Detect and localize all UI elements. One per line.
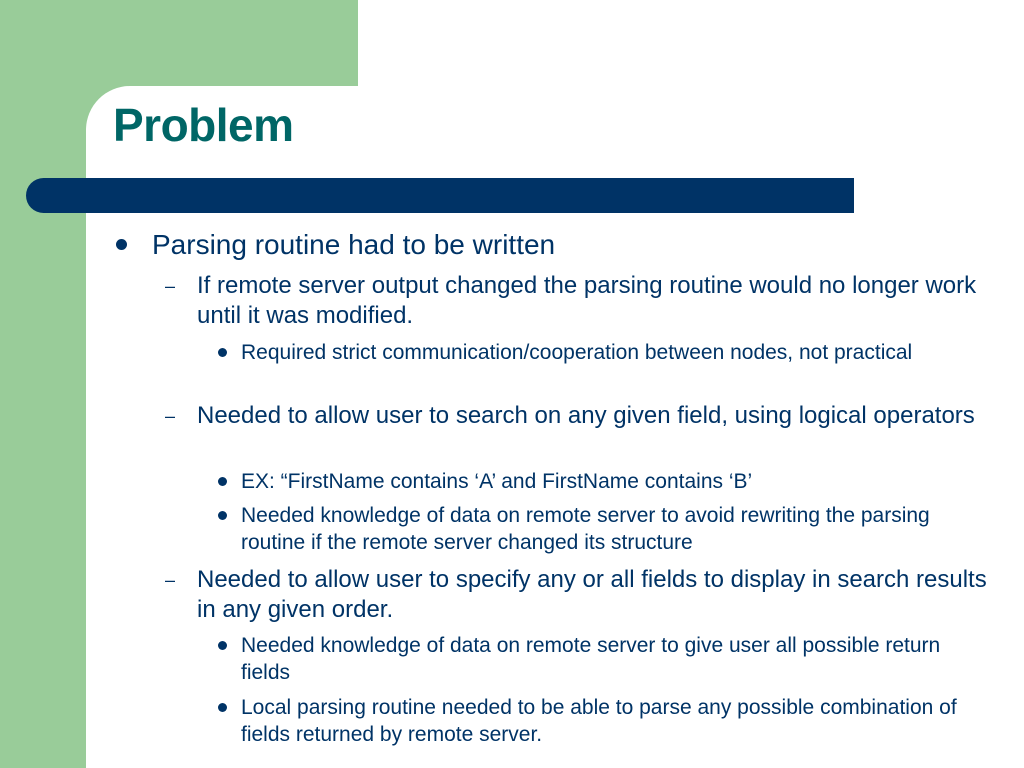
sub-sub-bullet-item: EX: “FirstName contains ‘A’ and FirstName contains ‘B’ xyxy=(241,470,753,493)
dash-marker: – xyxy=(165,570,176,590)
bullet-icon xyxy=(218,477,227,486)
slide-title: Problem xyxy=(113,99,294,151)
sub-sub-bullet-item: Local parsing routine needed to be able to parse any possible combination of fields returned by remote server. xyxy=(241,696,957,746)
bullet-icon xyxy=(218,703,227,712)
bullet-icon xyxy=(218,511,227,520)
sub-sub-bullet-item: Needed knowledge of data on remote server to avoid rewriting the parsing routine if the remote server changed its structure xyxy=(241,504,930,554)
sub-bullet-item: If remote server output changed the parsing routine would no longer work until it was modified. xyxy=(197,272,977,329)
sub-bullet-item: Needed to allow user to specify any or all fields to display in search results in any given order. xyxy=(197,566,987,623)
bullet-item: Parsing routine had to be written xyxy=(152,229,556,260)
bullet-icon xyxy=(116,239,127,250)
dash-marker: – xyxy=(165,276,176,296)
sub-bullet-item: Needed to allow user to search on any given field, using logical operators xyxy=(197,402,975,429)
bullet-icon xyxy=(218,348,227,357)
dash-marker: – xyxy=(165,406,176,426)
sub-sub-bullet-item: Required strict communication/cooperation between nodes, not practical xyxy=(241,341,913,364)
sub-sub-bullet-item: Needed knowledge of data on remote server to give user all possible return fields xyxy=(241,634,941,684)
bullet-icon xyxy=(218,641,227,650)
